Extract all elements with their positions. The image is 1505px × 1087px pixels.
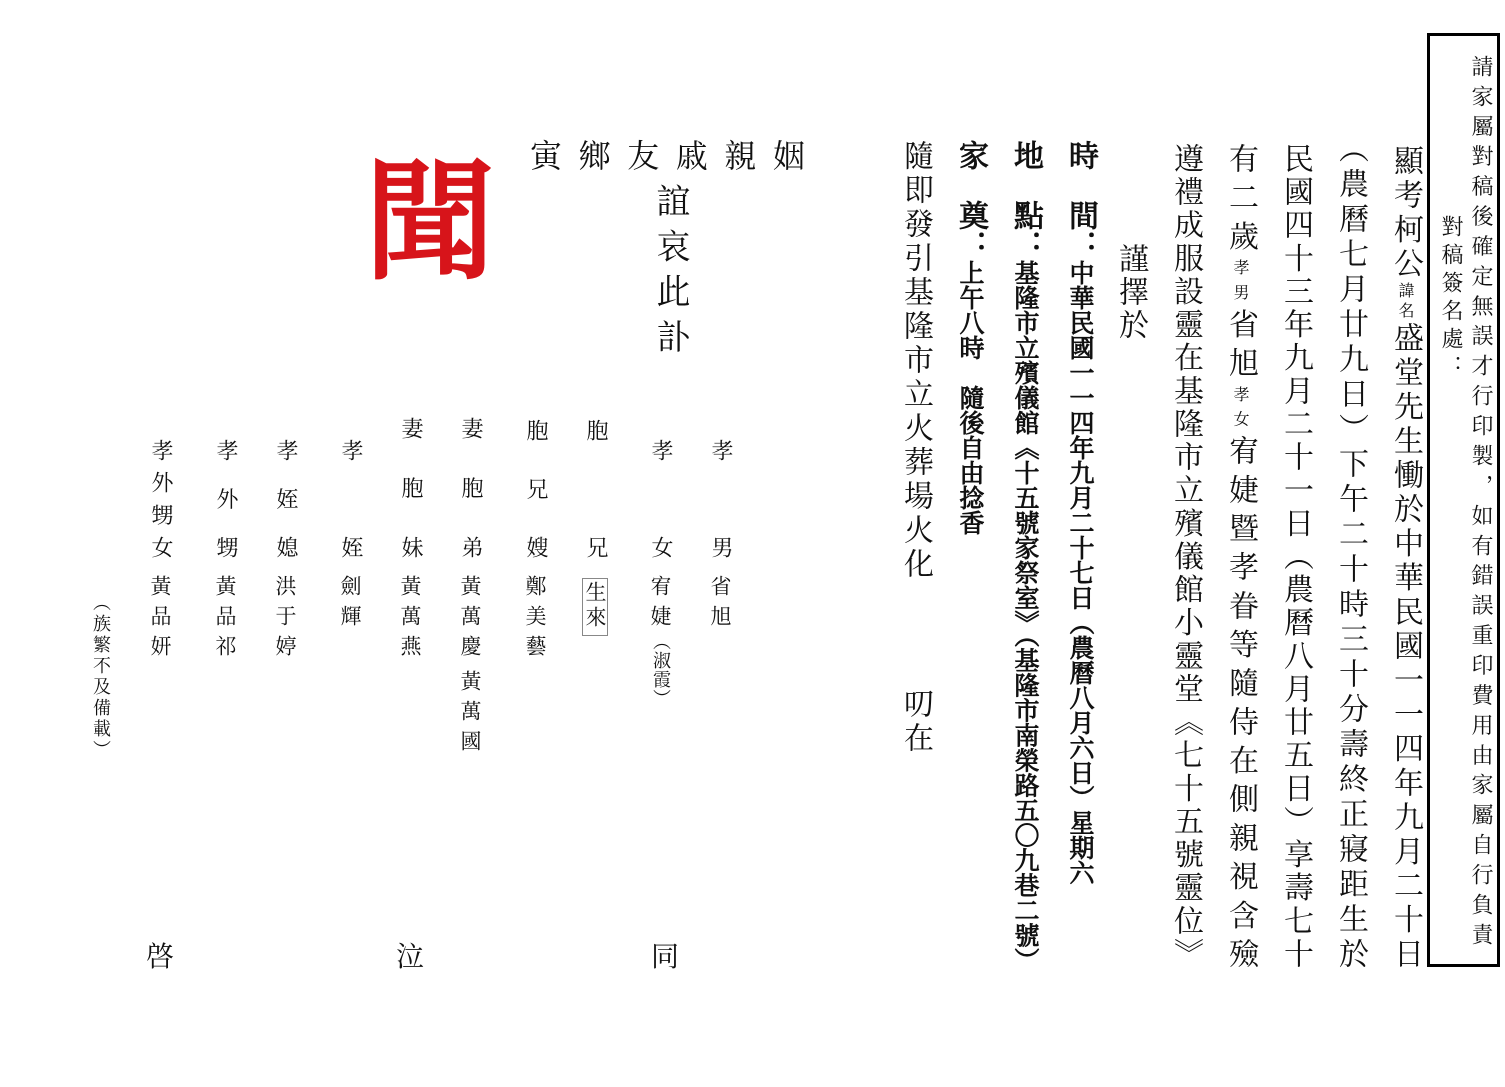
son-note: 孝男 (1231, 259, 1250, 309)
family-rite-label: 家 奠： (953, 140, 988, 260)
mourner-name: 黃萬國 (458, 670, 482, 760)
mourner-name: 鄭美藝 (523, 575, 547, 665)
mourner-relation: 胞兄嫂 (523, 419, 548, 558)
mourner-entry (145, 0, 175, 1087)
mourner-entry (455, 0, 485, 1087)
announcement-line-4 (1220, 143, 1260, 968)
mourner-name: 洪于婷 (273, 575, 297, 665)
mourner-entry (705, 0, 735, 1087)
mourner-entry (645, 0, 675, 1087)
mourner-entry (395, 0, 425, 1087)
cremation-text: 隨即發引基隆市立火葬場火化 (898, 140, 933, 582)
mourning-phrase: 誼哀此訃 (650, 183, 690, 353)
footnote: （族繁不及備載） (90, 593, 111, 761)
mourner-name: 黃萬慶 (458, 575, 482, 665)
schedule-family-rite (950, 140, 990, 740)
mourner-relation: 孝姪媳 (273, 439, 298, 558)
mourner-alias: （淑霞） (650, 632, 671, 708)
age-text: 有二歲 (1223, 143, 1258, 260)
mourner-relation: 妻胞弟 (458, 417, 483, 558)
schedule-time (1060, 140, 1100, 1040)
announcement-line-5: 遵禮成服設靈在基隆市立殯儀館小靈堂《七十五號靈位》 (1168, 143, 1203, 968)
announcement-line-2: （農曆七月廿九日）下午二十時三十分壽終正寢距生於 (1333, 133, 1368, 968)
mourner-relation: 妻胞妹 (398, 417, 423, 558)
wen-title: 聞 (364, 145, 495, 298)
announcement-line-1 (1385, 145, 1425, 968)
mourner-name: 黃萬燕 (398, 575, 422, 665)
mourner-entry (270, 0, 300, 1087)
mourner-name: 宥婕 (648, 575, 672, 635)
mourner-entry (580, 0, 610, 1087)
mourner-entry (335, 0, 365, 1087)
announcement-line-6: 謹擇於 (1113, 243, 1148, 342)
mourner-relation: 孝外甥女 (148, 439, 173, 558)
mourner-name: 黃品祁 (213, 575, 237, 665)
recipients-heading: 姻親戚友鄉寅 (530, 137, 805, 175)
signoff-char: 泣 (395, 940, 424, 973)
mourner-name: 黃品妍 (148, 575, 172, 665)
mourner-relation: 胞兄 (583, 419, 608, 558)
closing-text: 叨在 (898, 688, 933, 756)
mourner-name: 劍輝 (338, 575, 362, 635)
signoff-char: 啓 (145, 940, 174, 973)
place-value: 基隆市立殯儀館《十五號家祭室》（基隆市南榮路五〇九巷二號） (1011, 260, 1040, 973)
mourner-name: 省旭 (708, 575, 732, 635)
mourner-relation: 孝女 (648, 439, 673, 558)
schedule-place (1005, 140, 1045, 1040)
mourner-relation: 孝姪 (338, 439, 363, 558)
son-name: 省旭 (1223, 308, 1258, 386)
mourner-entry (210, 0, 240, 1087)
signoff-char: 同 (650, 940, 679, 973)
time-label: 時 間： (1063, 140, 1098, 260)
taboo-name-note: 諱名 (1396, 281, 1415, 323)
family-rite-value: 上午八時 隨後自由捻香 (956, 260, 985, 535)
mourner-relation: 孝外甥 (213, 439, 238, 558)
time-value: 中華民國一一四年九月二十七日（農曆八月六日）星期六 (1066, 260, 1095, 885)
announcement-line-3: 民國四十三年九月二十一日（農曆八月廿五日）享壽七十 (1278, 143, 1313, 968)
place-label: 地 點： (1008, 140, 1043, 260)
mourner-entry (520, 0, 550, 1087)
deceased-name-and-date: 盛堂先生慟於中華民國一一四年九月二十日 (1388, 322, 1423, 969)
signature-label: 對稿簽名處： (1438, 215, 1463, 383)
deceased-intro: 顯考柯公 (1388, 145, 1423, 282)
mourner-name-boxed: 生來 (582, 578, 608, 636)
mourner-relation: 孝男 (708, 439, 733, 558)
daughter-note: 孝女 (1231, 385, 1250, 436)
daughter-and-family-text: 宥婕暨孝眷等隨侍在側親視含殮 (1223, 435, 1258, 969)
proof-instruction: 請家屬對稿後確定無誤才行印製，如有錯誤重印費用由家屬自行負責 (1468, 55, 1493, 945)
